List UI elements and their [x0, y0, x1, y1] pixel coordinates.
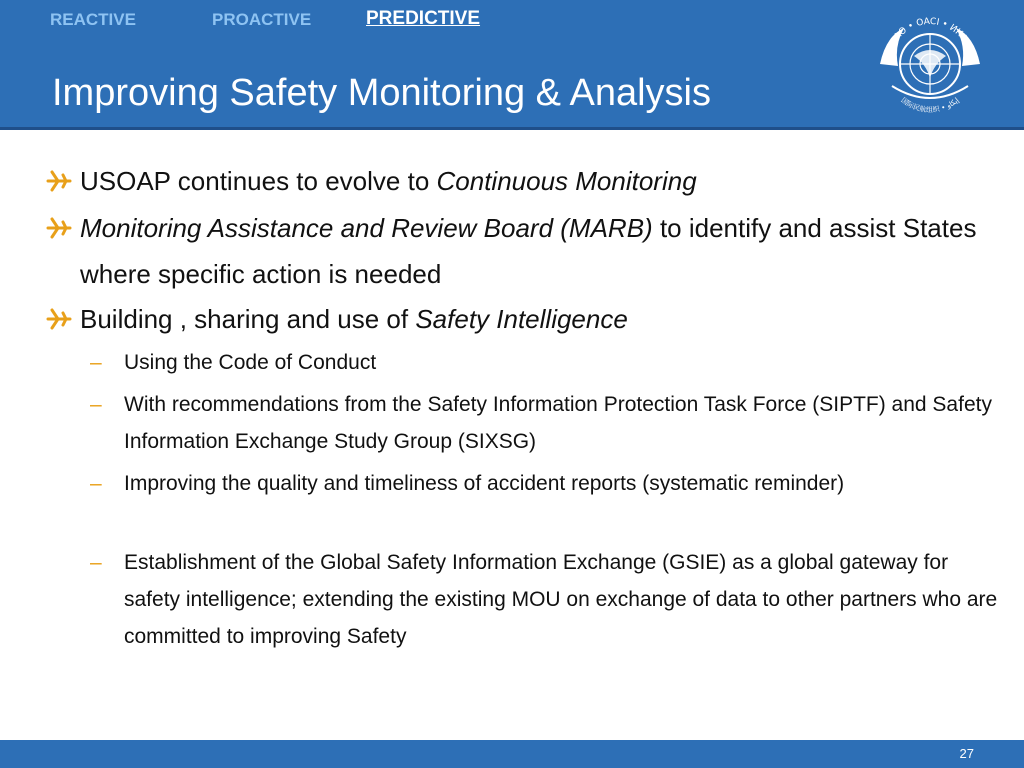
sub-bullet: – Establishment of the Global Safety Information Exchange (GSIE) as a global gateway for safety intelligence; extending the existing MOU on exchange of data to other partners who are committed to improving Safety: [124, 544, 1004, 655]
slide-footer: [0, 740, 1024, 768]
sub-bullet: – Using the Code of Conduct: [124, 344, 1004, 381]
dash-bullet-icon: –: [90, 551, 102, 574]
tab-predictive[interactable]: PREDICTIVE: [366, 8, 481, 29]
logo-text-top: ICAO • OACI • ИКАО: [887, 16, 973, 50]
tab-reactive[interactable]: REACTIVE: [50, 10, 136, 29]
airplane-bullet-icon: [44, 205, 74, 251]
bullet-safety-intelligence: Building , sharing and use of Safety Intelligence: [80, 296, 1000, 342]
airplane-bullet-icon: [44, 296, 74, 342]
bullet-marb: Monitoring Assistance and Review Board (MARB) to identify and assist States where specific action is needed: [80, 205, 1000, 297]
phase-tabs: [0, 0, 700, 40]
logo-text-bottom: 国际民航组织 • إيكاو: [899, 96, 961, 115]
sub-bullet: – With recommendations from the Safety Information Protection Task Force (SIPTF) and Safety Information Exchange Study Group (SIXSG): [124, 386, 1004, 460]
dash-bullet-icon: –: [90, 351, 102, 374]
sub-bullet: – Improving the quality and timeliness of accident reports (systematic reminder): [124, 465, 1004, 502]
bullet-usoap: USOAP continues to evolve to Continuous Monitoring: [80, 158, 1000, 204]
page-number: 27: [959, 746, 974, 761]
icao-logo: [872, 6, 988, 122]
dash-bullet-icon: –: [90, 393, 102, 416]
dash-bullet-icon: –: [90, 472, 102, 495]
airplane-bullet-icon: [44, 158, 74, 204]
slide-title: Improving Safety Monitoring & Analysis: [52, 72, 711, 114]
slide-header: [0, 0, 1024, 130]
tab-proactive[interactable]: PROACTIVE: [212, 10, 312, 29]
